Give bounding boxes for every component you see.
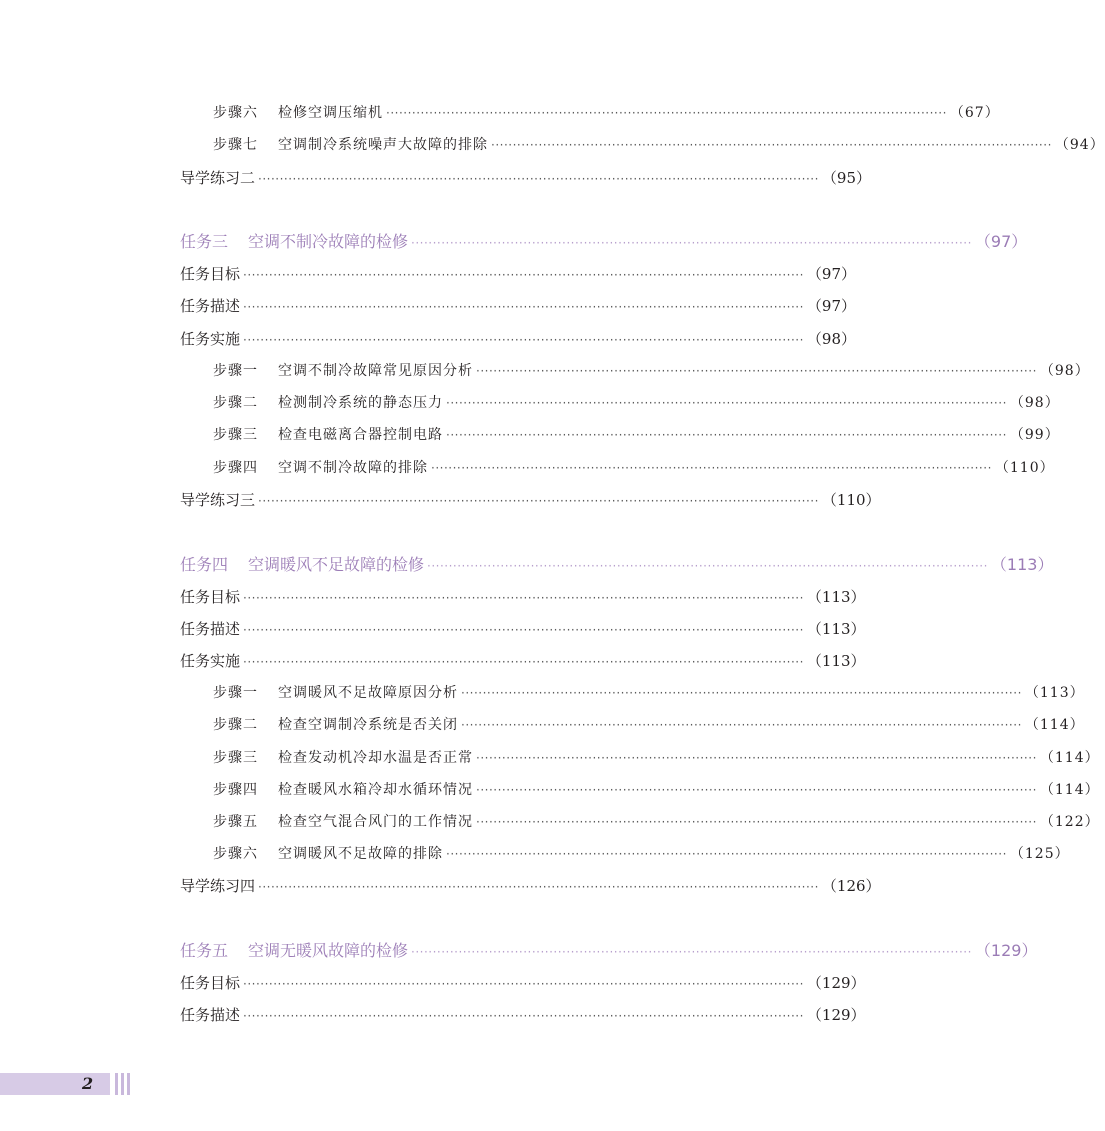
- toc-entry-row[interactable]: [180, 874, 881, 898]
- toc-task-heading[interactable]: [180, 553, 1054, 577]
- toc-page-number: （113）: [806, 588, 866, 606]
- toc-label: 步骤四 空调不制冷故障的排除: [213, 460, 428, 476]
- toc-page-number: （98）: [806, 330, 856, 348]
- toc-label: 步骤四 检查暖风水箱冷却水循环情况: [213, 782, 473, 798]
- toc-page-number: （97）: [806, 265, 856, 283]
- toc-label: 任务目标: [180, 974, 241, 992]
- dot-leader: ··································································································································: [431, 461, 992, 475]
- toc-page-number: （129）: [974, 941, 1038, 960]
- toc-step-row[interactable]: [213, 391, 1060, 415]
- toc-label: 任务描述: [180, 620, 241, 638]
- toc-page-number: （113）: [990, 555, 1054, 574]
- toc-label: 步骤六 空调暖风不足故障的排除: [213, 846, 443, 862]
- dot-leader: ··································································································································: [258, 172, 819, 186]
- toc-step-row[interactable]: [213, 713, 1085, 737]
- dot-leader: ··································································································································: [476, 783, 1037, 797]
- toc-label: 任务描述: [180, 1006, 241, 1024]
- toc-page-number: （95）: [821, 169, 871, 187]
- dot-leader: ··································································································································: [243, 268, 804, 282]
- toc-entry-row[interactable]: [180, 585, 866, 609]
- toc-label: 任务目标: [180, 265, 241, 283]
- dot-leader: ··································································································································: [476, 364, 1037, 378]
- dot-leader: ··································································································································: [446, 396, 1007, 410]
- dot-leader: ··································································································································: [243, 591, 804, 605]
- footer-stripe: [127, 1073, 130, 1095]
- toc-page-number: （113）: [1024, 685, 1085, 701]
- toc-entry-row[interactable]: [180, 617, 866, 641]
- toc-label: 步骤二 检查空调制冷系统是否关闭: [213, 717, 458, 733]
- toc-step-row[interactable]: [213, 456, 1055, 480]
- toc-step-row[interactable]: [213, 359, 1090, 383]
- toc-entry-row[interactable]: [180, 488, 881, 512]
- dot-leader: ··································································································································: [491, 138, 1052, 152]
- dot-leader: ··································································································································: [243, 333, 804, 347]
- dot-leader: ··································································································································: [427, 559, 988, 573]
- dot-leader: ··································································································································: [243, 623, 804, 637]
- toc-step-row[interactable]: [213, 101, 1000, 125]
- dot-leader: ··································································································································: [461, 686, 1022, 700]
- dot-leader: ··································································································································: [243, 300, 804, 314]
- toc-page-number: （113）: [806, 652, 866, 670]
- toc-label: 导学练习二: [180, 169, 256, 187]
- toc-page-number: （125）: [1009, 846, 1070, 862]
- toc-page-number: （99）: [1009, 427, 1060, 443]
- toc-label: 步骤六 检修空调压缩机: [213, 105, 383, 121]
- toc-page-number: （126）: [821, 877, 881, 895]
- toc-task-heading[interactable]: [180, 230, 1028, 254]
- toc-step-row[interactable]: [213, 423, 1060, 447]
- toc-step-row[interactable]: [213, 133, 1105, 157]
- toc-page-number: （97）: [974, 232, 1028, 251]
- dot-leader: ··································································································································: [446, 847, 1007, 861]
- toc-label: 步骤三 检查发动机冷却水温是否正常: [213, 750, 473, 766]
- toc-page-number: （110）: [821, 491, 881, 509]
- toc-entry-row[interactable]: [180, 166, 871, 190]
- footer-stripe: [115, 1073, 118, 1095]
- toc-page-number: （97）: [806, 297, 856, 315]
- toc-page-number: （67）: [949, 105, 1000, 121]
- dot-leader: ··································································································································: [476, 815, 1037, 829]
- toc-page-number: （94）: [1054, 137, 1105, 153]
- toc-step-row[interactable]: [213, 810, 1100, 834]
- toc-label: 导学练习三: [180, 491, 256, 509]
- toc-step-row[interactable]: [213, 778, 1100, 802]
- toc-page-number: （113）: [806, 620, 866, 638]
- toc-label: 任务实施: [180, 330, 241, 348]
- toc-entry-row[interactable]: [180, 262, 856, 286]
- toc-label: 任务实施: [180, 652, 241, 670]
- toc-page-number: （114）: [1039, 782, 1100, 798]
- toc-entry-row[interactable]: [180, 327, 856, 351]
- toc-entry-row[interactable]: [180, 294, 856, 318]
- dot-leader: ··································································································································: [258, 494, 819, 508]
- toc-page-number: （98）: [1009, 395, 1060, 411]
- dot-leader: ··································································································································: [411, 236, 972, 250]
- toc-label: 导学练习四: [180, 877, 256, 895]
- toc-step-row[interactable]: [213, 842, 1070, 866]
- toc-page-number: （122）: [1039, 814, 1100, 830]
- page-number: 2: [82, 1074, 94, 1093]
- toc-page-number: （129）: [806, 974, 866, 992]
- dot-leader: ··································································································································: [411, 945, 972, 959]
- toc-entry-row[interactable]: [180, 971, 866, 995]
- toc-label: 步骤三 检查电磁离合器控制电路: [213, 427, 443, 443]
- footer-stripe: [121, 1073, 124, 1095]
- toc-page-number: （110）: [994, 460, 1055, 476]
- dot-leader: ··································································································································: [461, 718, 1022, 732]
- toc-page-number: （98）: [1039, 363, 1090, 379]
- dot-leader: ··································································································································: [386, 106, 947, 120]
- toc-entry-row[interactable]: [180, 1003, 866, 1027]
- toc-label: 任务四 空调暖风不足故障的检修: [180, 555, 425, 574]
- toc-step-row[interactable]: [213, 681, 1085, 705]
- toc-page-number: （114）: [1024, 717, 1085, 733]
- toc-label: 步骤一 空调暖风不足故障原因分析: [213, 685, 458, 701]
- toc-label: 步骤五 检查空气混合风门的工作情况: [213, 814, 473, 830]
- footer-band: [0, 1073, 110, 1095]
- dot-leader: ··································································································································: [258, 880, 819, 894]
- toc-page-number: （129）: [806, 1006, 866, 1024]
- dot-leader: ··································································································································: [446, 428, 1007, 442]
- dot-leader: ··································································································································: [243, 977, 804, 991]
- toc-label: 任务描述: [180, 297, 241, 315]
- dot-leader: ··································································································································: [243, 1009, 804, 1023]
- toc-label: 任务目标: [180, 588, 241, 606]
- toc-label: 步骤七 空调制冷系统噪声大故障的排除: [213, 137, 488, 153]
- toc-page-number: （114）: [1039, 750, 1100, 766]
- toc-label: 任务五 空调无暖风故障的检修: [180, 941, 409, 960]
- toc-label: 任务三 空调不制冷故障的检修: [180, 232, 409, 251]
- dot-leader: ··································································································································: [476, 751, 1037, 765]
- toc-entry-row[interactable]: [180, 649, 866, 673]
- dot-leader: ··································································································································: [243, 655, 804, 669]
- toc-task-heading[interactable]: [180, 939, 1038, 963]
- toc-label: 步骤一 空调不制冷故障常见原因分析: [213, 363, 473, 379]
- toc-step-row[interactable]: [213, 746, 1100, 770]
- toc-label: 步骤二 检测制冷系统的静态压力: [213, 395, 443, 411]
